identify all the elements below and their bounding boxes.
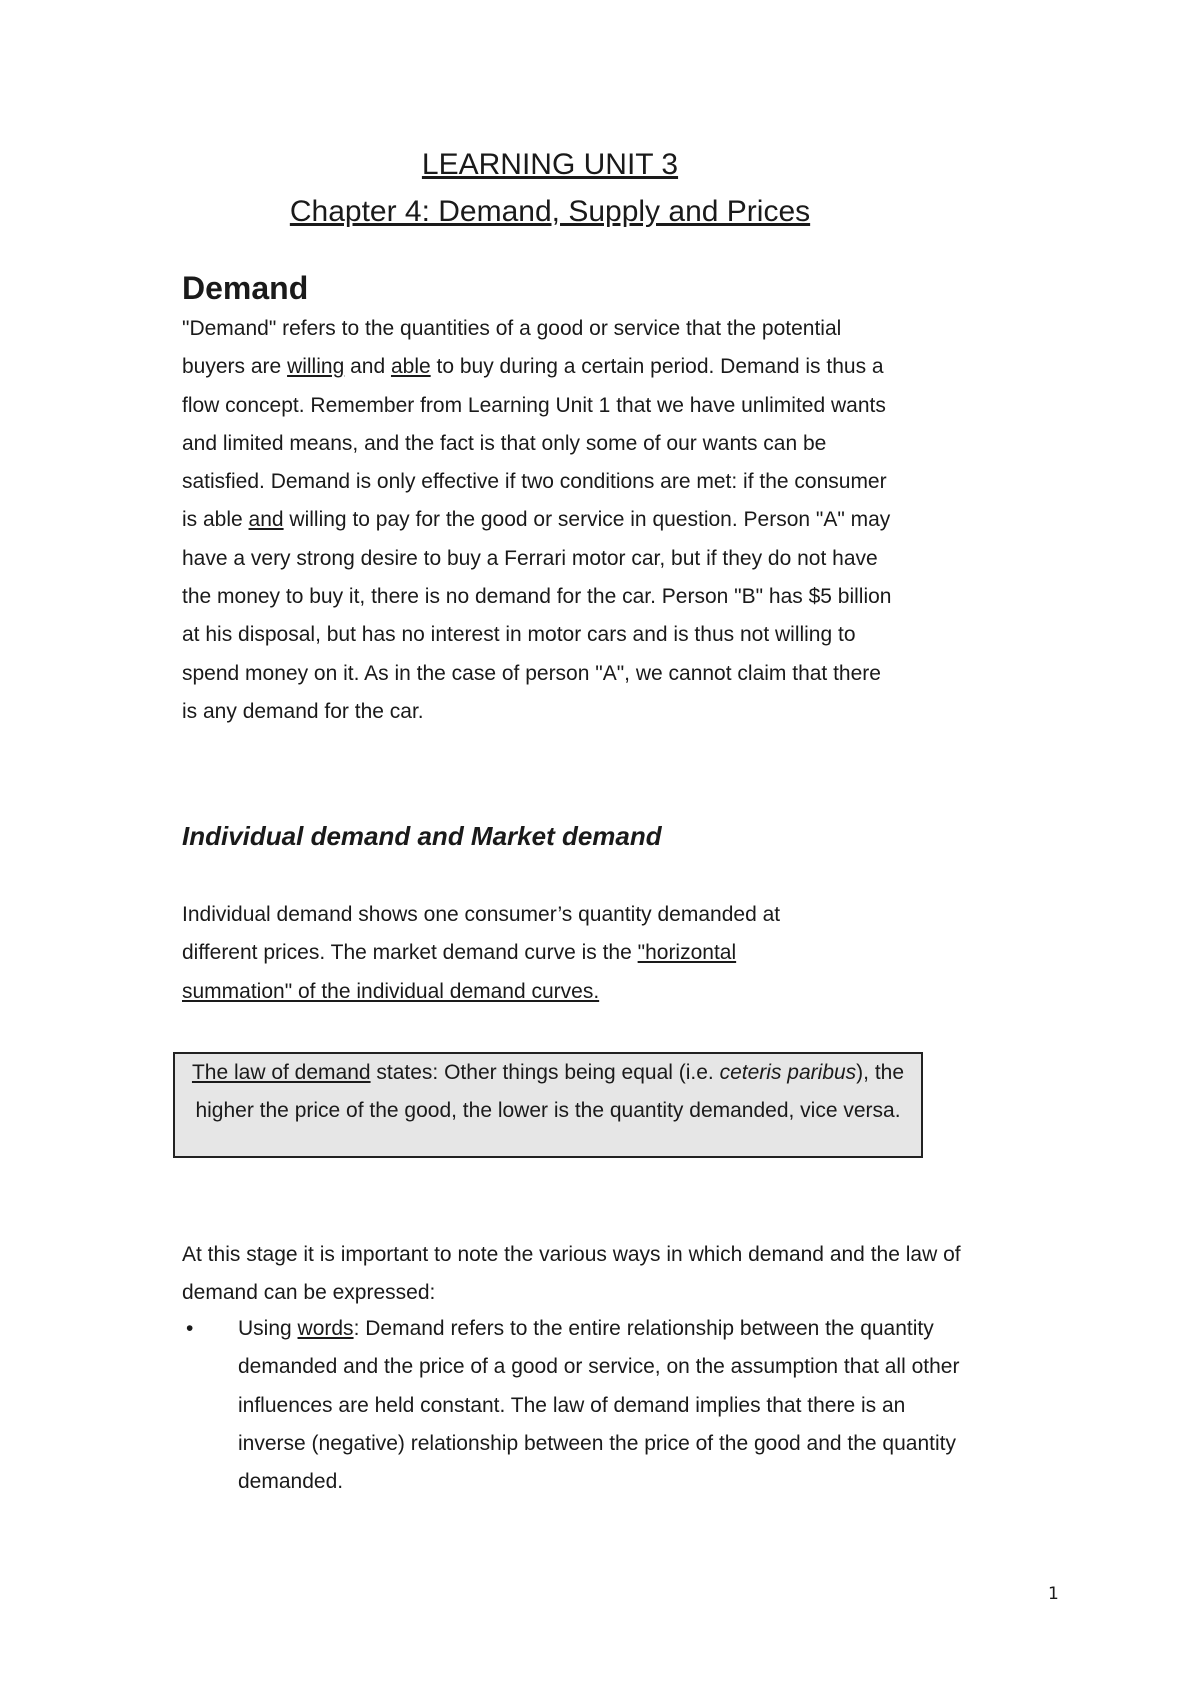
list-item [182,1310,962,1501]
and-text: and [344,355,391,379]
bullet-prefix: Using [238,1317,298,1340]
law-text-2: ), the higher the price of the good, the lower is the quantity demanded, vice versa. [195,1061,905,1123]
unit-title: LEARNING UNIT 3 [421,148,679,181]
horizontal-summation-term: "horizontal summation" of the individual demand curves. [182,941,737,1003]
law-of-demand-box [173,1052,923,1158]
individual-market-heading: Individual demand and Market demand [182,821,662,851]
law-text-1: states: Other things being equal (i.e. [370,1061,720,1084]
page-number: 1 [1048,1584,1059,1604]
and-term: and [248,508,284,532]
individual-market-text: Individual demand shows one consumer’s quantity demanded at different prices. The market demand curve is the [182,903,781,965]
demand-heading: Demand [182,270,309,306]
demand-text-start: "Demand" refers to the quantities of a good or service that the potential buyers are [182,317,842,379]
demand-text-end: willing to pay for the good or service in question. Person "A" may have a very strong desire to buy a Ferrari motor car, but if they do not have the money to buy it, there is no demand for the car. Person "B" has $5 billion at his disposal, but has no interest in motor cars and is thus not willing to spend money on it. As in the case of person "A", we cannot claim that there is any demand for the car. [182,508,892,723]
ways-list [182,1310,962,1501]
law-of-demand-statement [191,1054,905,1131]
demand-paragraph [182,310,897,731]
demand-text-mid: to buy during a certain period. Demand is thus a flow concept. Remember from Learning Unit 1 that we have unlimited wants and limited means, and the fact is that only some of our wants can be satisfied. Demand is only effective if two conditions are met: if the consumer is able [182,355,887,532]
individual-market-paragraph [182,896,842,1011]
willing-term: willing [287,355,345,379]
words-term: words [297,1317,354,1340]
ways-intro-paragraph: At this stage it is important to note the various ways in which demand and the law of demand can be expressed: [182,1243,961,1305]
chapter-title: Chapter 4: Demand, Supply and Prices [289,195,811,228]
bullet-text: : Demand refers to the entire relationship between the quantity demanded and the price of a good or service, on the assumption that all other influences are held constant. The law of demand implies that there is an inverse (negative) relationship between the price of the good and the quantity demanded. [238,1317,960,1494]
law-of-demand-label: The law of demand [191,1061,371,1084]
able-term: able [390,355,431,379]
ceteris-paribus-term: ceteris paribus [719,1061,857,1084]
bullet-icon: • [186,1317,194,1340]
